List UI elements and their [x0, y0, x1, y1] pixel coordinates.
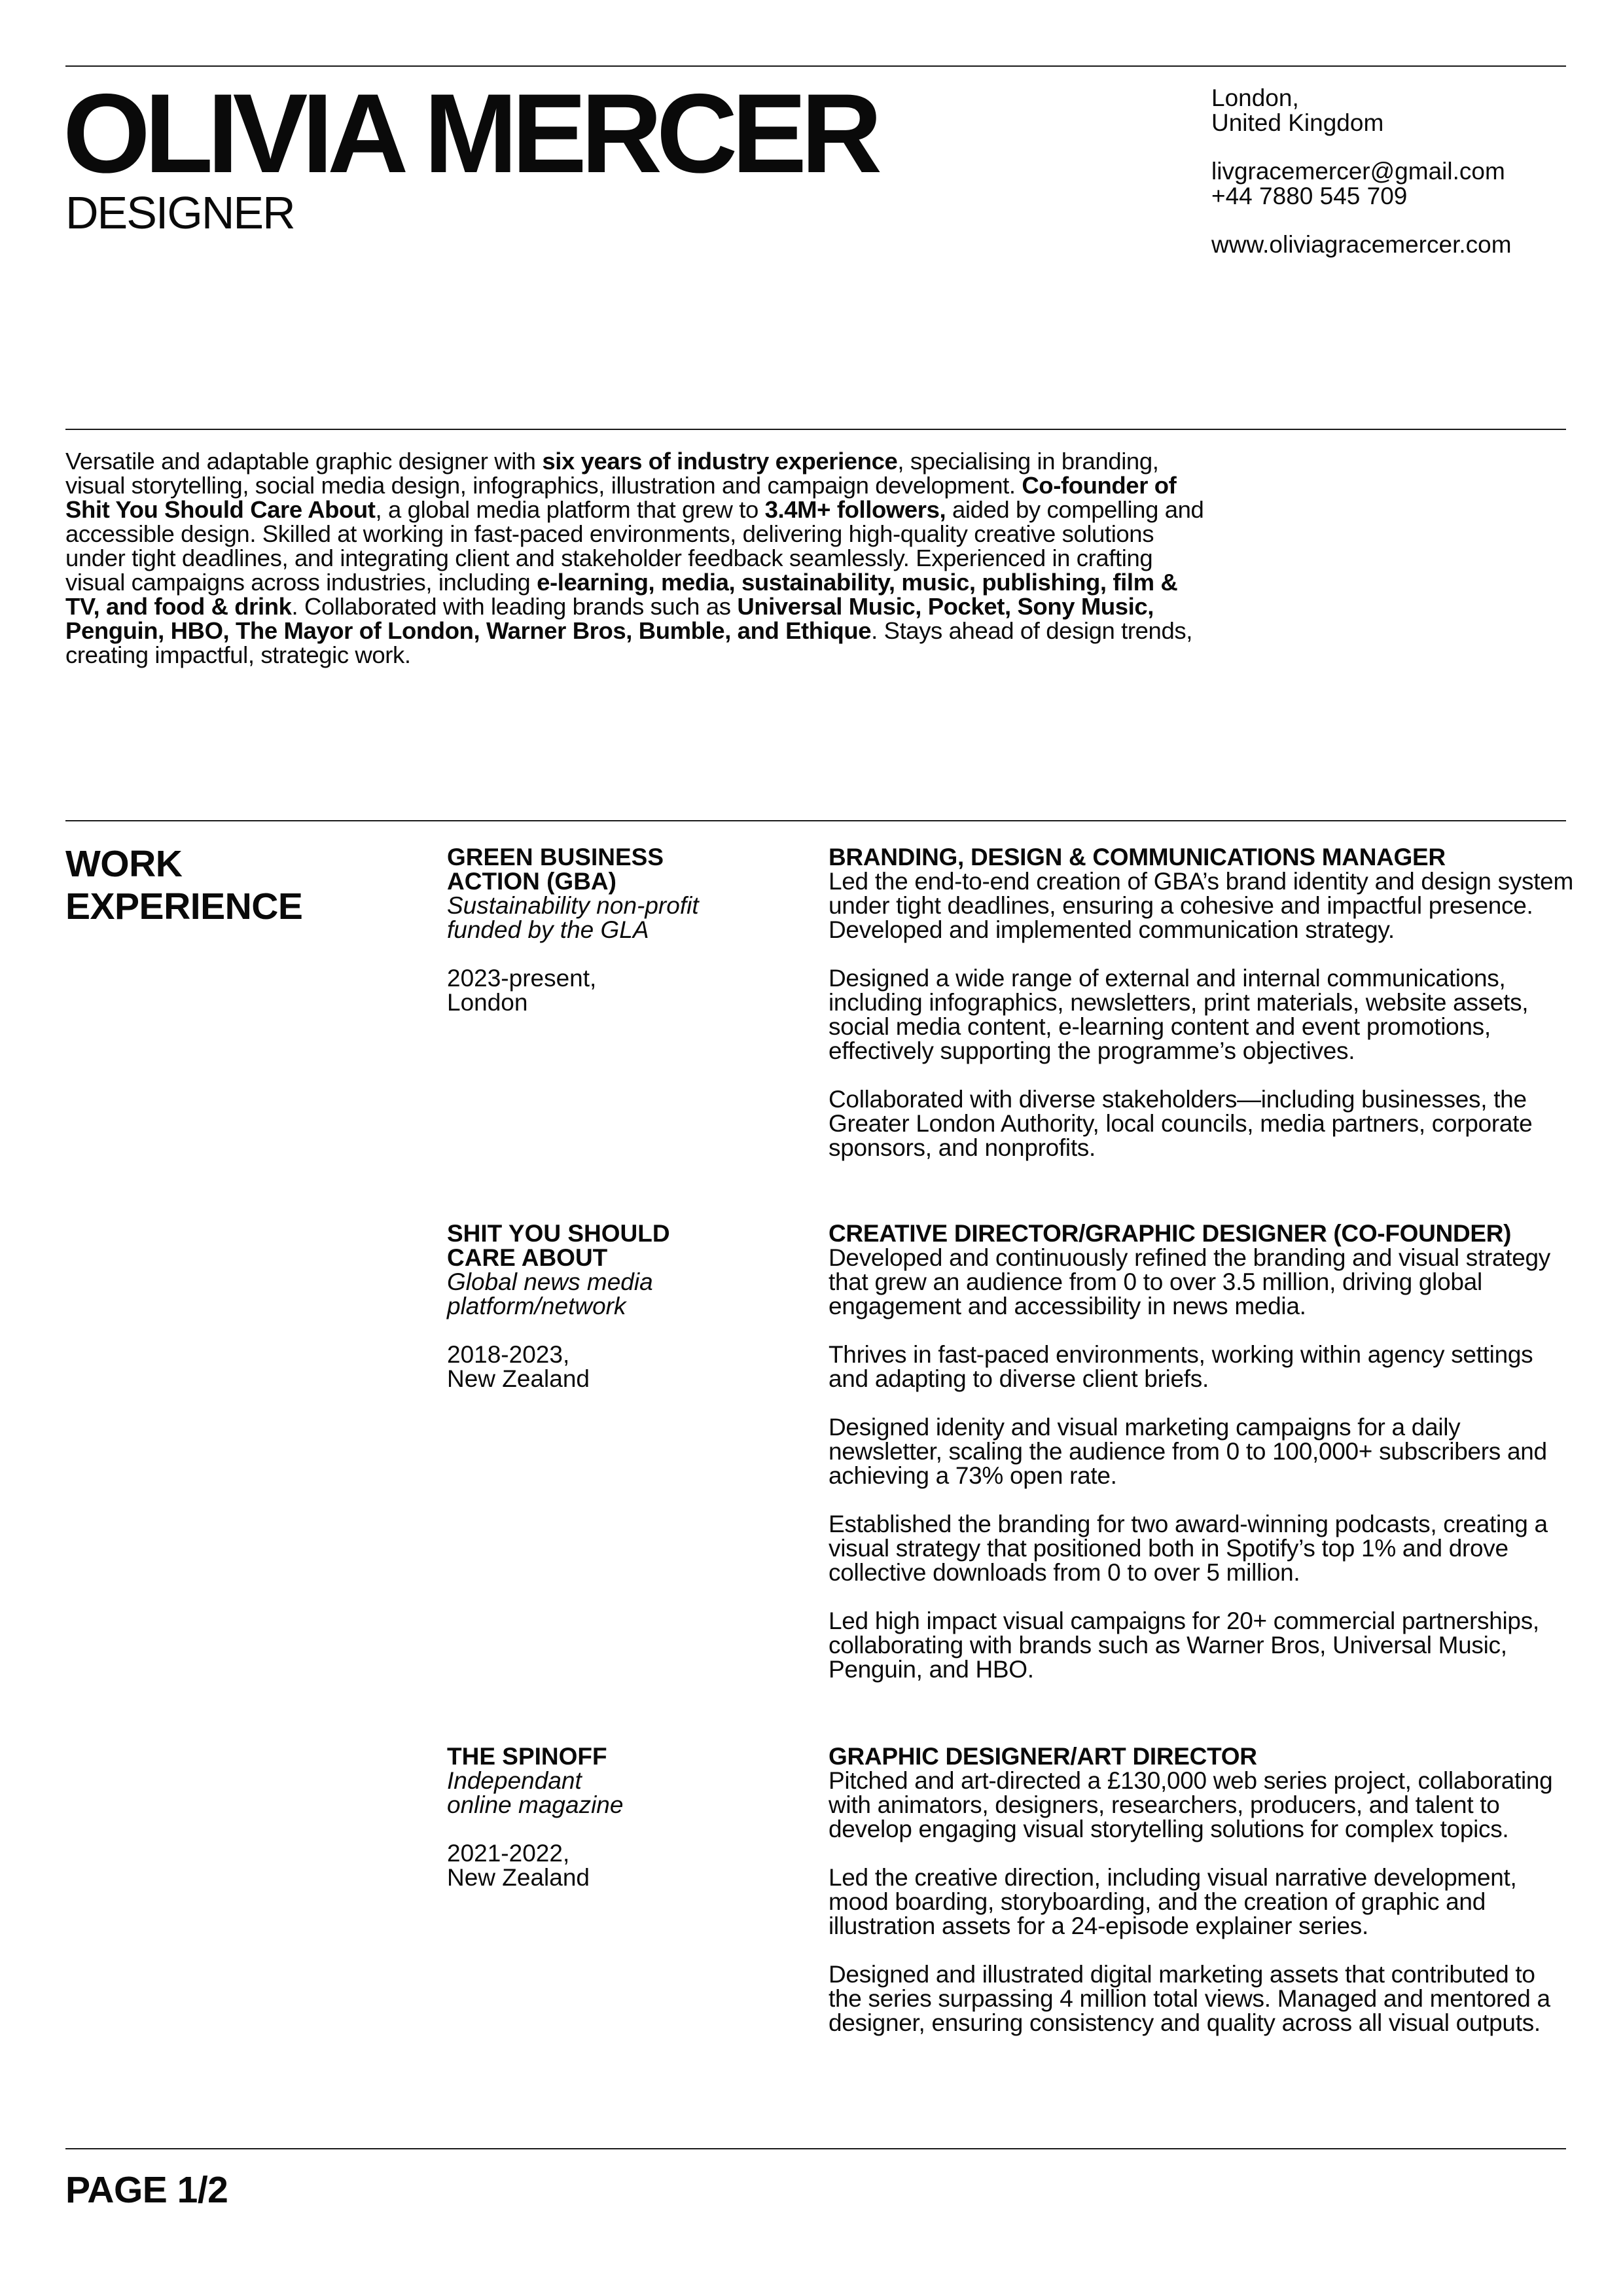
contact-block [1211, 86, 1512, 281]
job-description: Led the creative direction, including visual narrative development, mood boarding, storyboarding, and the creation of graphic and illustration assets for a 24-episode explainer series. [829, 1864, 1517, 1939]
job-gba [829, 845, 1575, 1160]
company-spinoff [447, 1744, 813, 1890]
heading-line: EXPERIENCE [65, 886, 303, 927]
company-name: CARE ABOUT [447, 1244, 608, 1271]
summary-text: Versatile and adaptable graphic designer with [65, 448, 543, 475]
company-description: Global news media [447, 1268, 653, 1295]
job-description: Collaborated with diverse stakeholders—including businesses, the Greater London Authority, local councils, media partners, corporate sponsors, and nonprofits. [829, 1086, 1533, 1161]
company-description: funded by the GLA [447, 916, 649, 943]
candidate-name: OLIVIA MERCER [63, 71, 877, 196]
company-name: THE SPINOFF [447, 1743, 607, 1770]
summary-paragraph [65, 449, 1204, 667]
job-title: CREATIVE DIRECTOR/GRAPHIC DESIGNER (CO-FOUNDER) [829, 1220, 1512, 1247]
company-name: GREEN BUSINESS [447, 844, 664, 870]
job-description: Led high impact visual campaigns for 20+ commercial partnerships, collaborating with brands such as Warner Bros, Universal Music, Penguin, and HBO. [829, 1607, 1539, 1683]
summary-highlight: Universal Music, Pocket, Sony Music, Penguin, HBO, The Mayor of London, Warner Bros, Bumble, and Ethique [65, 593, 1154, 644]
job-spinoff [829, 1744, 1575, 2035]
location-country: United Kingdom [1211, 109, 1384, 136]
job-description: Designed idenity and visual marketing campaigns for a daily newsletter, scaling the audience from 0 to 100,000+ subscribers and achieving a 73% open rate. [829, 1414, 1547, 1489]
profile-summary [65, 449, 1204, 667]
location-city: London, [1211, 84, 1299, 111]
employment-dates: 2021-2022, [447, 1840, 570, 1867]
employment-location: New Zealand [447, 1864, 590, 1891]
employment-dates: 2018-2023, [447, 1341, 570, 1368]
job-description: Designed a wide range of external and internal communications, including infographics, newsletters, print materials, website assets, social media content, e-learning content and event promotions, effectively supporting the programme’s objectives. [829, 965, 1529, 1064]
location [1211, 86, 1512, 135]
summary-highlight: six years of industry experience [542, 448, 898, 475]
employment-dates: 2023-present, [447, 965, 597, 992]
work-experience-heading [65, 843, 302, 928]
website-link[interactable]: www.oliviagracemercer.com [1211, 231, 1512, 258]
employment-location: New Zealand [447, 1365, 590, 1392]
work-divider [65, 820, 1566, 821]
company-description: Sustainability non-profit [447, 892, 699, 919]
job-description: Designed and illustrated digital marketing assets that contributed to the series surpassing 4 million total views. Managed and mentored a designer, ensuring consistency and quality across all visual outputs. [829, 1961, 1550, 2036]
page-number: PAGE 1/2 [65, 2169, 228, 2211]
company-description: Independant [447, 1767, 582, 1794]
phone-number[interactable]: +44 7880 545 709 [1211, 183, 1408, 209]
email-link[interactable]: livgracemercer@gmail.com [1211, 158, 1505, 185]
summary-text: . Collaborated with leading brands such as [291, 593, 738, 620]
job-description: Thrives in fast-paced environments, working within agency settings and adapting to diverse client briefs. [829, 1341, 1533, 1392]
job-description: Pitched and art-directed a £130,000 web series project, collaborating with animators, designers, researchers, producers, and talent to develop engaging visual storytelling solutions for complex topics. [829, 1767, 1553, 1842]
company-name: SHIT YOU SHOULD [447, 1220, 670, 1247]
summary-text: , a global media platform that grew to [375, 496, 765, 523]
summary-highlight: Co-founder of Shit You Should Care About [65, 472, 1177, 523]
job-title: BRANDING, DESIGN & COMMUNICATIONS MANAGER [829, 844, 1446, 870]
summary-divider [65, 429, 1566, 430]
company-gba [447, 845, 813, 1014]
job-description: Developed and continuously refined the branding and visual strategy that grew an audience from 0 to over 3.5 million, driving global engagement and accessibility in news media. [829, 1244, 1550, 1319]
company-sysca [447, 1221, 813, 1391]
job-sysca [829, 1221, 1575, 1681]
job-title: GRAPHIC DESIGNER/ART DIRECTOR [829, 1743, 1257, 1770]
candidate-role: DESIGNER [65, 187, 294, 238]
company-name: ACTION (GBA) [447, 868, 616, 895]
employment-location: London [447, 989, 528, 1016]
heading-line: WORK [65, 843, 183, 885]
contact-details [1211, 159, 1512, 209]
company-description: platform/network [447, 1293, 626, 1319]
job-description: Led the end-to-end creation of GBA’s brand identity and design system under tight deadlines, ensuring a cohesive and impactful presence. Developed and implemented communication strategy. [829, 868, 1573, 943]
summary-text: , specialising in branding, visual storytelling, social media design, infographics, illustration and campaign development. [65, 448, 1159, 499]
top-divider [65, 65, 1566, 67]
summary-highlight: 3.4M+ followers, [764, 496, 946, 523]
website [1211, 232, 1512, 257]
footer-divider [65, 2148, 1566, 2149]
summary-highlight: e-learning, media, sustainability, music, publishing, film & TV, and food & drink [65, 569, 1178, 620]
summary-text: . Stays ahead of design trends, creating impactful, strategic work. [65, 617, 1192, 668]
company-description: online magazine [447, 1791, 624, 1818]
job-description: Established the branding for two award-winning podcasts, creating a visual strategy that positioned both in Spotify’s top 1% and drove collective downloads from 0 to over 5 million. [829, 1511, 1548, 1586]
summary-text: aided by compelling and accessible design. Skilled at working in fast-paced environments, delivering high-quality creative solutions under tight deadlines, and integrating client and stakeholder feedback seamlessly. Experienced in crafting visual campaigns across industries, including [65, 496, 1204, 596]
